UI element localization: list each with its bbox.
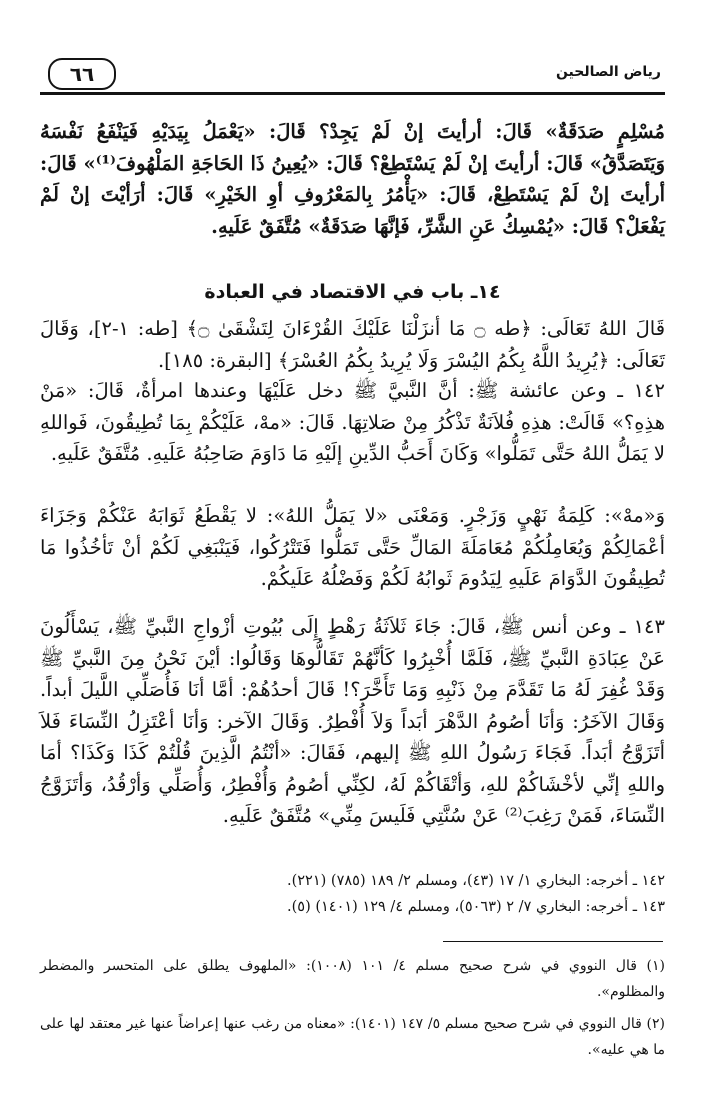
source-143: ١٤٣ ـ أخرجه: البخاري ٧/ ٢ (٥٠٦٣)، ومسلم ٤/ ١٢٩ (١٤٠١) (٥). bbox=[286, 899, 665, 915]
hadith-143-text: ١٤٣ ـ وعن أنس ﷺ، قَالَ: جَاءَ ثَلاَثَةُ رَهْطٍ إِلَى بُيُوتِ أزْواجِ النَّبيِّ ﷺ، يَسْأَلُونَ عَنْ عِبَادَةِ النَّبيِّ ﷺ، فَلَمَّا أُخْبِرُوا كَأنَّهُمْ تَقَالُّوهَا وَقَالُوا: أيْنَ نَحْنُ مِنَ النَّبيِّ ﷺ وَقَدْ غُفِرَ لَهُ مَا تَقَدَّمَ مِنْ ذَنْبِهِ وَمَا تَأَخَّرَ؟! قَالَ أحدُهُمْ: أمَّا أنَا فَأُصَلِّي اللَّيلَ أبداً. وَقَالَ الآخَرُ: وَأنَا أصُومُ الدَّهْرَ أبَداً وَلاَ أُفْطِرُ. وَقَالَ الآخر: وَأنَا أعْتَزِلُ النِّسَاءَ فَلاَ أتَزَوَّجُ أبَداً. فَجَاءَ رَسُولُ اللهِ ﷺ إليهم، فَقَالَ: «أنْتُمُ الَّذِينَ قُلْتُمْ كَذَا وَكَذَا؟ أمَا واللهِ إنِّي لأخْشَاكُمْ للهِ، وَأتْقَاكُمْ لَهُ، لكِنِّي أصُومُ وَأُفْطِرُ، وَأُصَلِّي وَأرْقُدُ، وَأتَزَوَّجُ النِّسَاءَ، فَمَنْ رَغِبَ⁽²⁾ عَنْ سُنَّتِي فَلَيسَ مِنِّي» مُتَّفَقٌ عَلَيهِ. bbox=[40, 615, 665, 827]
book-title: رياض الصالحين bbox=[555, 64, 661, 80]
intro-paragraph bbox=[40, 116, 665, 242]
chapter-title: ١٤ـ باب في الاقتصاد في العبادة bbox=[204, 281, 501, 303]
source-142: ١٤٢ ـ أخرجه: البخاري ١/ ١٧ (٤٣)، ومسلم ٢/ ١٨٩ (٧٨٥) (٢٢١). bbox=[286, 873, 665, 889]
page-header bbox=[40, 58, 665, 96]
hadith-142-text: ١٤٢ ـ وعن عائشة ﷺ: أنَّ النَّبيَّ ﷺ دخل عَلَيْهَا وعندها امرأةٌ، قَالَ: «مَنْ هذِهِ؟» قَالَتْ: هذِهِ فُلاَنَةٌ تَذْكُرُ مِنْ صَلاتِهَا. قَالَ: «مهْ، عَلَيْكُمْ بِمَا تُطِيقُونَ، فَواللهِ لا يَمَلُّ اللهُ حَتَّى تَمَلُّوا» وَكَانَ أَحَبُّ الدِّينِ إلَيْهِ مَا دَاوَمَ صَاحِبُهُ عَلَيهِ. مُتَّفَقٌ عَلَيهِ. bbox=[40, 379, 665, 465]
explanation-paragraph bbox=[40, 500, 665, 595]
header-rule bbox=[40, 92, 665, 95]
footnote-rule bbox=[443, 941, 663, 942]
footnote-2: (٢) قال النووي في شرح صحيح مسلم ٥/ ١٤٧ (١٤٠١): «معناه من رغب عنها إعراضاً عنها غير معتقد لها على ما هي عليه». bbox=[40, 1016, 666, 1058]
page-number: ٦٦ bbox=[48, 58, 116, 90]
verses-text: قَالَ اللهُ تَعَالَى: ﴿طه ۝ مَا أنزَلْنَا عَلَيْكَ القُرْءَانَ لِتَشْقَىٰ ۝﴾ [طه: ١-٢]، وَقَالَ تَعَالَى: ﴿يُرِيدُ اللَّهُ بِكُمُ اليُسْرَ وَلَا يُرِيدُ بِكُمُ العُسْرَ﴾ [البقرة: ١٨٥]. bbox=[40, 317, 666, 372]
intro-text: مُسْلِمٍ صَدَقَةٌ» قَالَ: أرأيتَ إنْ لَمْ يَجِدْ؟ قَالَ: «يَعْمَلُ بِيَدَيْهِ فَيَنْفَعُ نَفْسَهُ وَيَتَصَدَّقُ» قَالَ: أرأيتَ إنْ لَمْ يَسْتَطِعْ؟ قَالَ: «يُعِينُ ذَا الحَاجَةِ المَلْهُوفَ⁽¹⁾» قَالَ: أرأيتَ إنْ لَمْ يَسْتَطِعْ، قَالَ: «يَأْمُرُ بِالمَعْرُوفِ أوِ الخَيْرِ» قَالَ: أرَأيْتَ إنْ لَمْ يَفْعَلْ؟ قَالَ: «يُمْسِكُ عَنِ الشَّرِّ، فَإنَّهَا صَدَقَةٌ» مُتَّفَقٌ عَلَيهِ. bbox=[40, 120, 665, 238]
sources-list bbox=[40, 868, 665, 920]
hadith-143 bbox=[40, 611, 665, 832]
footnotes bbox=[40, 953, 665, 1069]
verses-paragraph bbox=[40, 313, 665, 376]
hadith-142 bbox=[40, 375, 665, 470]
footnote-1: (١) قال النووي في شرح صحيح مسلم ٤/ ١٠١ (١٠٠٨): «الملهوف يطلق على المتحسر والمضطر والمظلوم». bbox=[40, 958, 665, 1000]
explanation-text: وَ«مهْ»: كَلِمَةُ نَهْيٍ وَزَجْرٍ. وَمَعْنَى «لا يَمَلُّ اللهُ»: لا يَقْطَعُ ثَوَابَهُ عَنْكُمْ وَجَزَاءَ أعْمَالِكُمْ وَيُعَامِلُكُمْ مُعَامَلَةَ المَالِّ حَتَّى تَمَلُّوا فَتَتْرُكُوا، فَيَنْبَغِي لَكُمْ أنْ تَأخُذُوا مَا تُطِيقُونَ الدَّوَامَ عَلَيهِ لِيَدُومَ ثَوابُهُ لَكُمْ وَفَضْلُهُ عَلَيكُمْ. bbox=[40, 504, 665, 590]
